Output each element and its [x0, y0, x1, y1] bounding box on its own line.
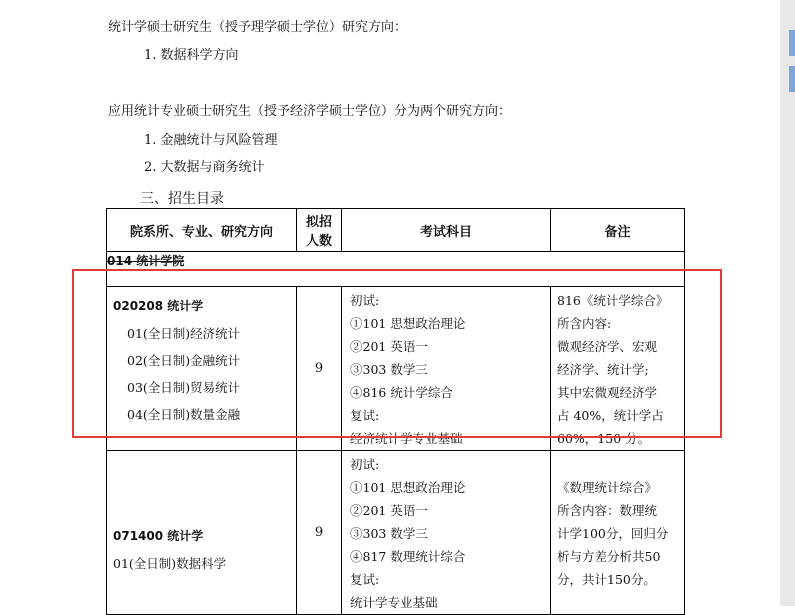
exam-line: ①101 思想政治理论 — [350, 480, 466, 495]
department-name: 014 统计学院 — [107, 254, 185, 268]
note-line: 占 40%，统计学占 — [557, 408, 664, 423]
note-line: 《数理统计综合》 — [557, 480, 658, 495]
note-line: 微观经济学、宏观 — [557, 339, 658, 354]
direction-item: 01(全日制)数据科学 — [113, 556, 227, 571]
exam-line: ③303 数学三 — [350, 526, 428, 541]
header-note: 备注 — [551, 209, 685, 252]
note-line: 816《统计学综合》 — [557, 293, 669, 308]
exam-line: 统计学专业基础 — [350, 595, 438, 610]
direction-item: 03(全日制)贸易统计 — [127, 380, 241, 395]
stat-master-title: 统计学硕士研究生（授予理学硕士学位）研究方向： — [108, 20, 408, 35]
header-count-line1: 拟招 — [305, 215, 332, 230]
major-title: 020208 统计学 — [113, 299, 204, 313]
side-tab-2[interactable] — [789, 66, 795, 92]
exam-cell — [342, 451, 551, 615]
count-cell: 9 — [297, 287, 342, 451]
note-line: 所含内容：数理统 — [557, 503, 658, 518]
exam-line: ③303 数学三 — [350, 362, 428, 377]
note-line: 分，共计150分。 — [557, 572, 656, 587]
exam-line: 复试: — [350, 572, 380, 587]
section-heading: 三、招生目录 — [140, 191, 224, 207]
exam-line: 经济统计学专业基础 — [350, 431, 463, 446]
exam-line: ④816 统计学综合 — [350, 385, 453, 400]
note-cell — [551, 451, 685, 615]
direction-item: 01(全日制)经济统计 — [127, 326, 241, 341]
exam-line: ②201 英语一 — [350, 503, 428, 518]
table-header-row — [107, 209, 685, 252]
header-exam: 考试科目 — [342, 209, 551, 252]
major-title: 071400 统计学 — [113, 529, 204, 543]
exam-line: ①101 思想政治理论 — [350, 316, 466, 331]
direction-item: 02(全日制)金融统计 — [127, 353, 241, 368]
header-count — [297, 209, 342, 252]
side-tab-1[interactable] — [789, 30, 795, 56]
header-count-line2: 人数 — [305, 234, 332, 249]
exam-line: ②201 英语一 — [350, 339, 428, 354]
highlight-box — [72, 269, 722, 438]
note-line: 其中宏微观经济学 — [557, 385, 658, 400]
exam-line: 复试: — [350, 408, 380, 423]
exam-line: 初试: — [350, 457, 380, 472]
exam-line: 初试: — [350, 293, 380, 308]
stat-master-item-1: 1. 数据科学方向 — [144, 48, 239, 63]
exam-line: ④817 数理统计综合 — [350, 549, 466, 564]
note-line: 60%，150 分。 — [557, 431, 651, 446]
applied-title: 应用统计专业硕士研究生（授予经济学硕士学位）分为两个研究方向： — [108, 104, 512, 119]
count-cell: 9 — [297, 451, 342, 615]
applied-item-1: 1. 金融统计与风险管理 — [144, 133, 278, 148]
applied-item-2: 2. 大数据与商务统计 — [144, 160, 265, 175]
note-line: 计学100分，回归分 — [557, 526, 669, 541]
header-department: 院系所、专业、研究方向 — [107, 209, 297, 252]
note-line: 所含内容: — [557, 316, 612, 331]
note-line: 析与方差分析共50 — [557, 549, 661, 564]
table-row — [107, 451, 685, 615]
direction-item: 04(全日制)数量金融 — [127, 407, 241, 422]
major-cell — [107, 451, 297, 615]
note-line: 经济学、统计学; — [557, 362, 649, 377]
